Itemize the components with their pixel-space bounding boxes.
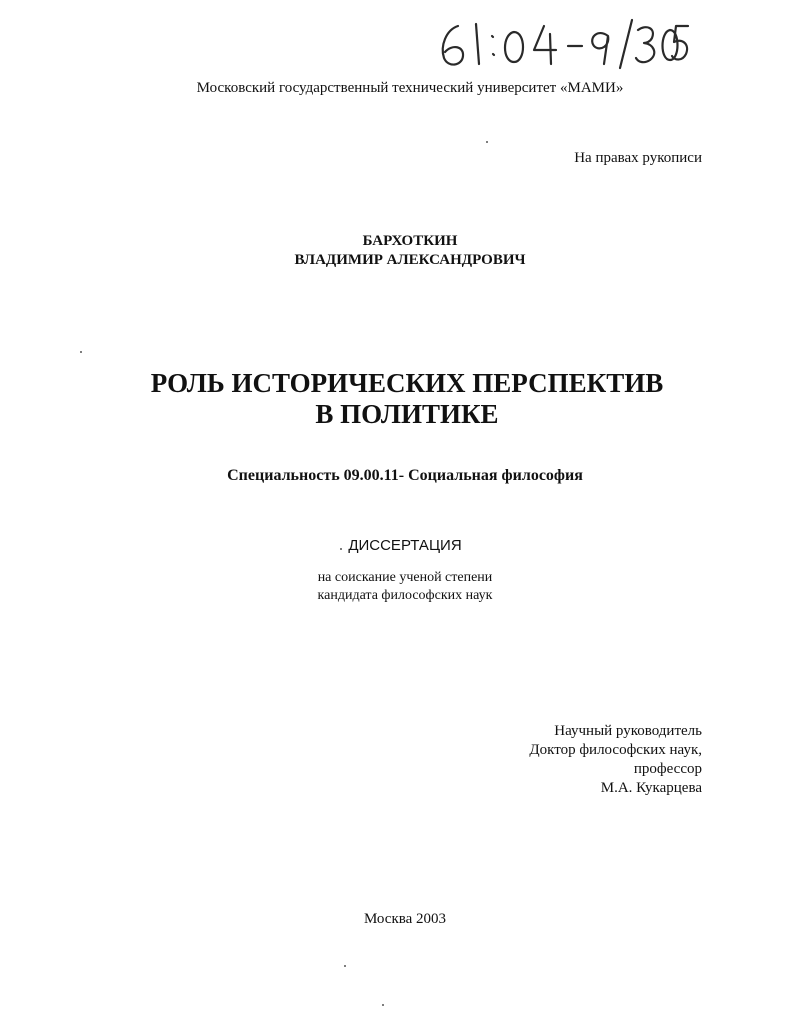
specialty-line: Специальность 09.00.11- Социальная философия	[227, 467, 583, 484]
title-line-1: РОЛЬ ИСТОРИЧЕСКИХ ПЕРСПЕКТИВ	[150, 368, 664, 398]
supervisor-role: Научный руководитель	[554, 723, 702, 739]
university-name: Московский государственный технический университет «МАМИ»	[196, 80, 624, 96]
title-line-2: В ПОЛИТИКЕ	[315, 399, 499, 429]
scan-speck	[344, 965, 346, 967]
scan-speck	[340, 548, 342, 550]
supervisor-name: М.А. Кукарцева	[600, 780, 702, 796]
scan-speck	[382, 1004, 384, 1006]
scan-speck	[486, 141, 488, 143]
document-type: ДИССЕРТАЦИЯ	[348, 537, 462, 554]
author-block	[200, 232, 620, 270]
author-surname: БАРХОТКИН	[362, 233, 458, 249]
rights-note: На правах рукописи	[574, 150, 702, 166]
author-given-names: ВЛАДИМИР АЛЕКСАНДРОВИЧ	[294, 252, 526, 268]
degree-line-1: на соискание ученой степени	[317, 570, 493, 585]
supervisor-degree: Доктор философских наук,	[529, 742, 702, 758]
degree-statement	[255, 569, 555, 605]
degree-line-2: кандидата философских наук	[317, 588, 493, 603]
scan-speck	[80, 351, 82, 353]
supervisor-block	[442, 722, 702, 798]
handwritten-shelfmark	[432, 12, 692, 72]
supervisor-title: профессор	[633, 761, 702, 777]
city-year: Москва 2003	[363, 911, 447, 927]
shelfmark-handwriting	[432, 12, 692, 72]
dissertation-title	[100, 368, 714, 430]
